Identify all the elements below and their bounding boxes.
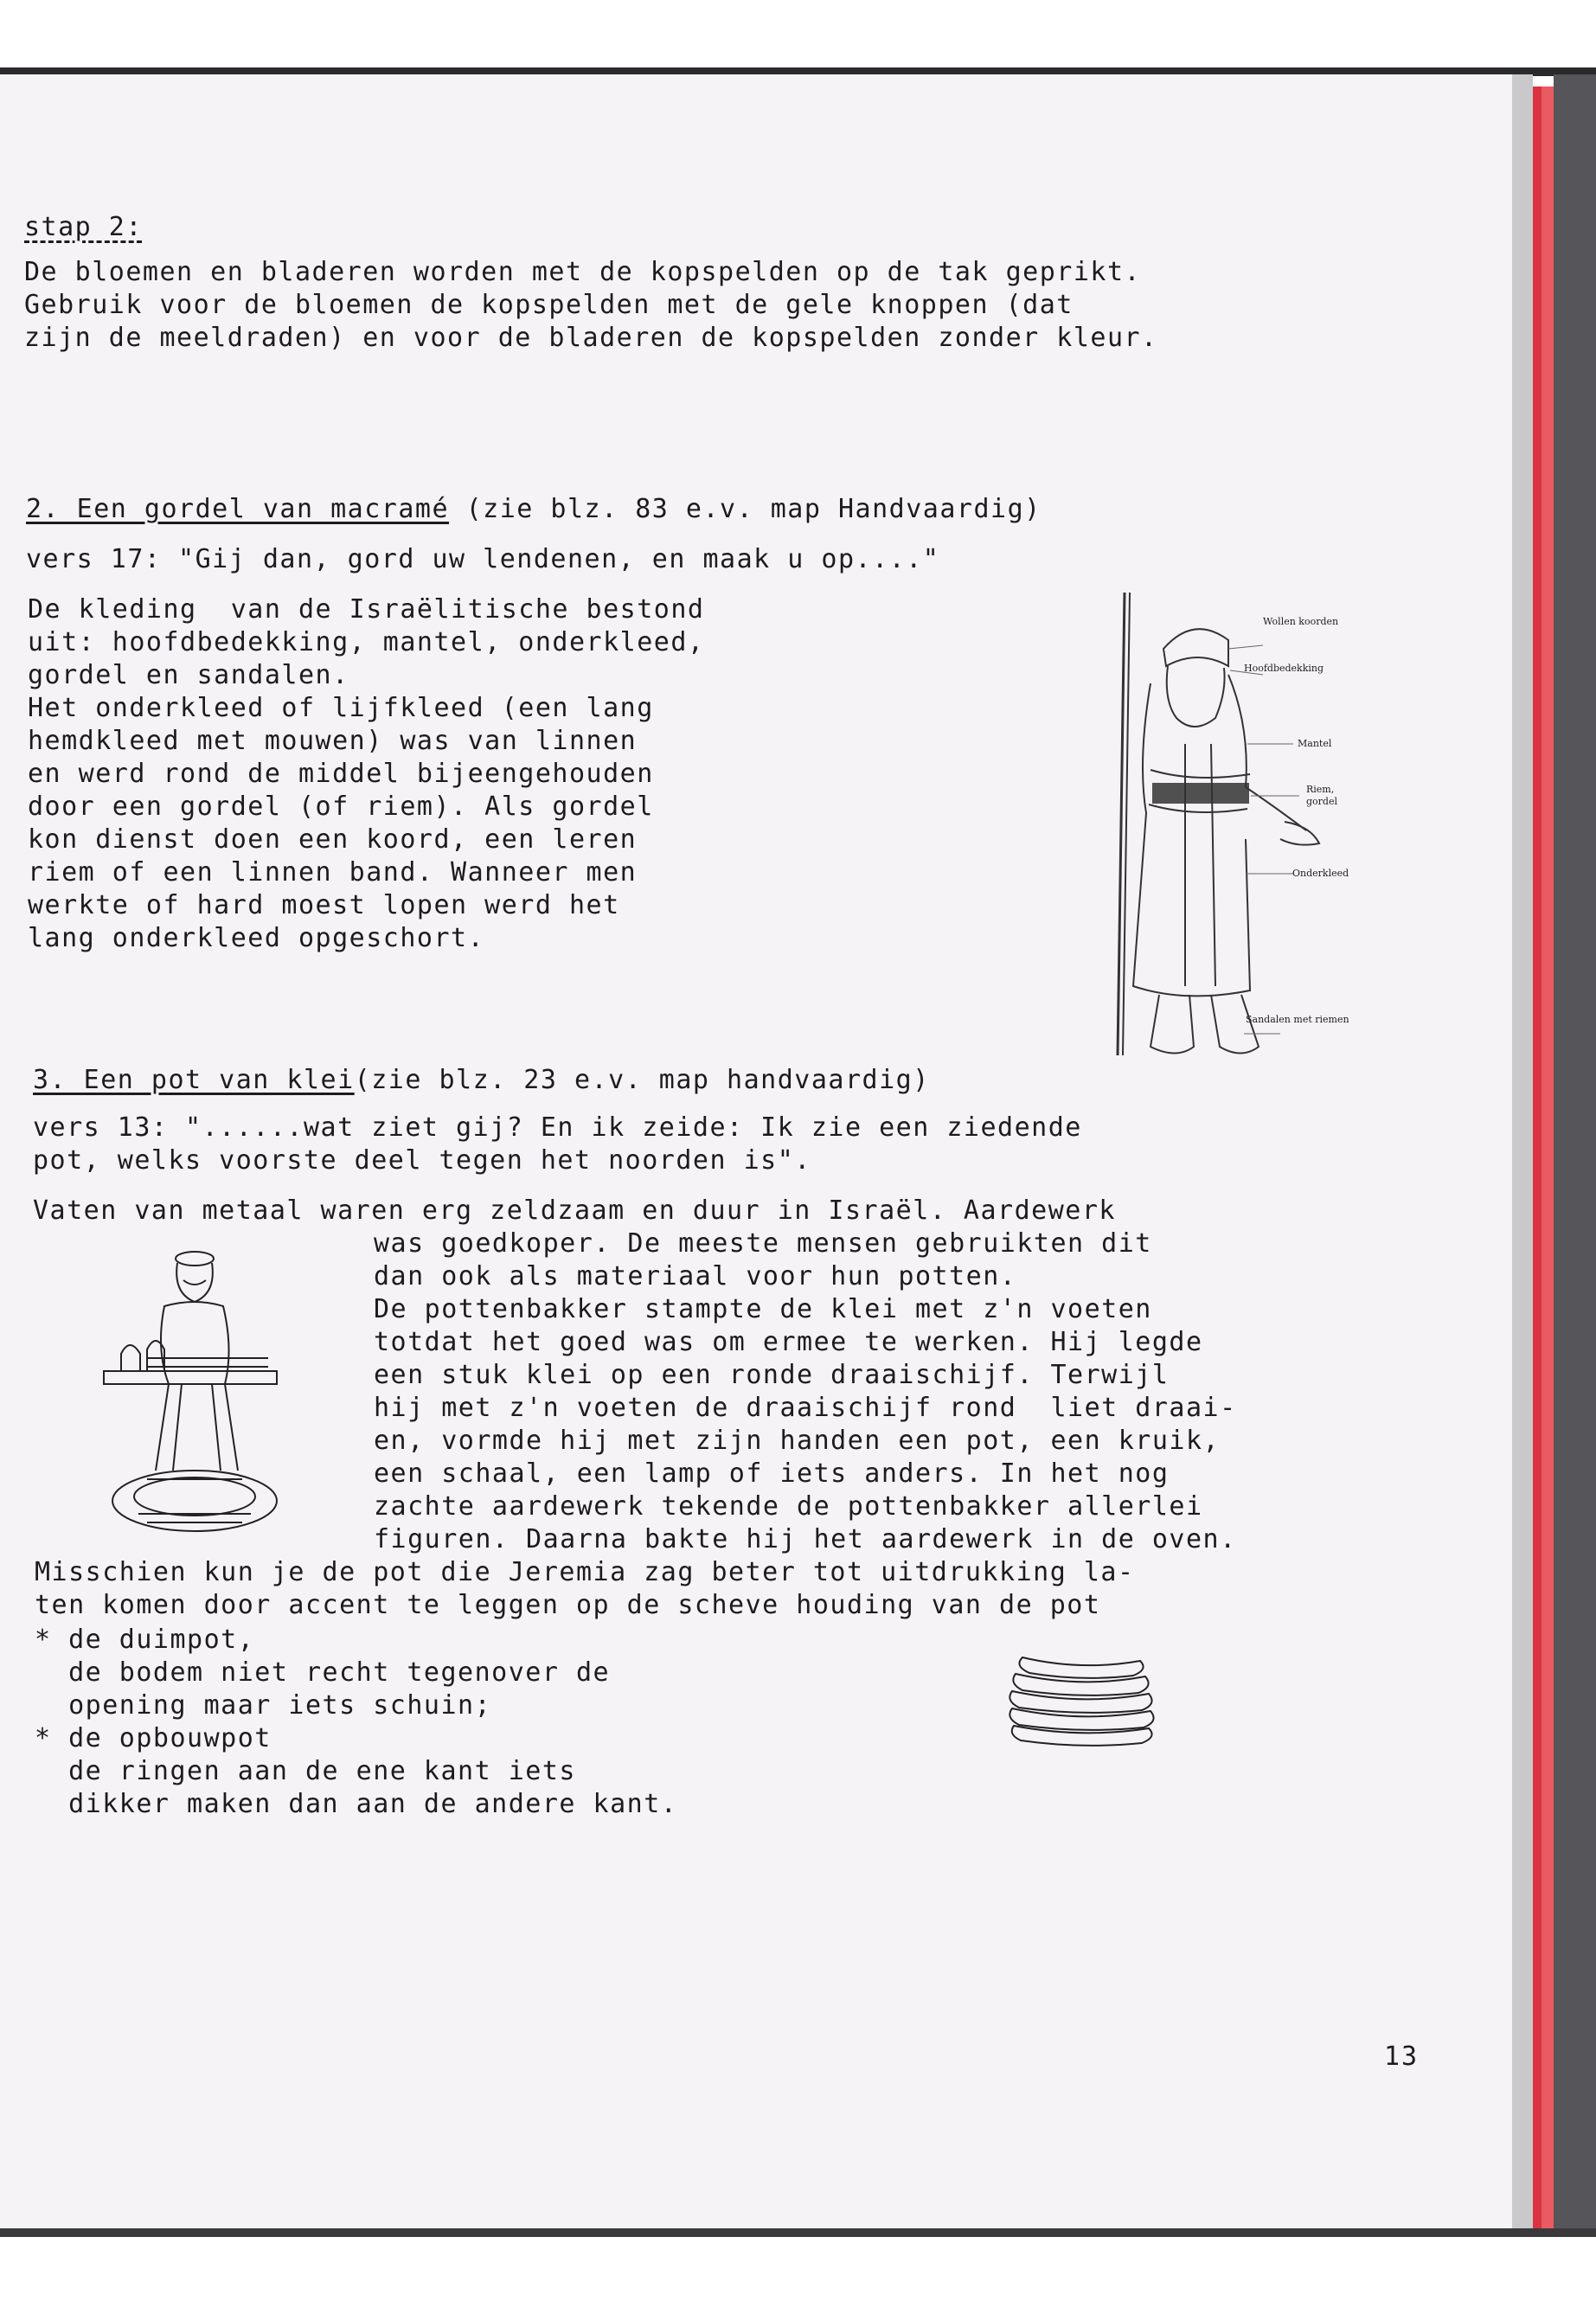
section3-wide-line: Misschien kun je de pot die Jeremia zag beter tot uitdrukking la- <box>35 1557 1135 1587</box>
section3-line: dan ook als materiaal voor hun potten. <box>374 1261 1017 1292</box>
section2-line: kon dienst doen een koord, een leren <box>28 824 638 855</box>
section2-line: hemdkleed met mouwen) was van linnen <box>28 726 638 756</box>
figure-label-head: Hoofdbedekking <box>1244 663 1324 674</box>
step-line: Gebruik voor de bloemen de kopspelden met de gele knoppen (dat <box>24 290 1074 320</box>
israelite-clothing-figure <box>1099 588 1358 1064</box>
step-line: zijn de meeldraden) en voor de bladeren de kopspelden zonder kleur. <box>24 323 1158 353</box>
section3-line: zachte aardewerk tekende de pottenbakker allerlei <box>374 1491 1203 1522</box>
bullet-line: * de opbouwpot <box>35 1723 272 1753</box>
section2-line: lang onderkleed opgeschort. <box>28 923 485 953</box>
figure-label-mantle: Mantel <box>1298 738 1332 749</box>
section3-heading <box>33 1064 930 1097</box>
section2-line: door een gordel (of riem). Als gordel <box>28 792 654 822</box>
section3-title: 3. Een pot van klei <box>33 1065 355 1095</box>
section3-verse-line: vers 13: "......wat ziet gij? En ik zeide: Ik zie een ziedende <box>33 1112 1082 1143</box>
section2-line: uit: hoofdbedekking, mantel, onderkleed, <box>28 627 705 657</box>
section2-line: Het onderkleed of lijfkleed (een lang <box>28 693 654 723</box>
binder-edge-light <box>1542 87 1554 2232</box>
section2-line: De kleding van de Israëlitische bestond <box>28 594 705 625</box>
figure-label-belt: Riem, gordel <box>1306 784 1337 807</box>
page-number: 13 <box>1384 2041 1420 2072</box>
figure-label-under: Onderkleed <box>1292 868 1349 879</box>
binder-edge <box>1533 87 1542 2232</box>
section3-first-line: Vaten van metaal waren erg zeldzaam en duur in Israël. Aardewerk <box>33 1195 1116 1226</box>
section2-verse: vers 17: "Gij dan, gord uw lendenen, en maak u op...." <box>26 544 940 574</box>
section3-verse-line: pot, welks voorste deel tegen het noorden is". <box>33 1145 811 1176</box>
step-line: De bloemen en bladeren worden met de kopspelden op de tak geprikt. <box>24 257 1142 287</box>
bullet-line: * de duimpot, <box>35 1625 255 1655</box>
section3-line: en, vormde hij met zijn handen een pot, een kruik, <box>374 1426 1221 1456</box>
section2-heading <box>26 493 1042 526</box>
section3-line: hij met z'n voeten de draaischijf rond liet draai- <box>374 1393 1237 1423</box>
section3-line: totdat het goed was om ermee te werken. Hij legde <box>374 1327 1203 1357</box>
scan-top-margin <box>0 0 1596 69</box>
section2-line: en werd rond de middel bijeengehouden <box>28 759 654 789</box>
figure-label-sandals: Sandalen met riemen <box>1246 1014 1349 1025</box>
scan-bottom-margin <box>0 2237 1596 2301</box>
section3-line: was goedkoper. De meeste mensen gebruikten dit <box>374 1228 1152 1259</box>
section2-line: werkte of hard moest lopen werd het <box>28 890 620 920</box>
section2-ref: (zie blz. 83 e.v. map Handvaardig) <box>449 494 1042 524</box>
bullet-line: opening maar iets schuin; <box>35 1690 492 1721</box>
bullet-line: dikker maken dan aan de andere kant. <box>35 1789 678 1819</box>
bullet-line: de ringen aan de ene kant iets <box>35 1756 576 1786</box>
section2-title: 2. Een gordel van macramé <box>26 494 450 524</box>
figure-label-wool-cord: Wollen koorden <box>1263 616 1339 627</box>
section3-line: figuren. Daarna bakte hij het aardewerk in de oven. <box>374 1524 1237 1554</box>
section3-line: een stuk klei op een ronde draaischijf. Terwijl <box>374 1360 1170 1390</box>
binder-spine <box>1554 74 1596 2237</box>
bullet-line: de bodem niet recht tegenover de <box>35 1657 611 1688</box>
section2-line: riem of een linnen band. Wanneer men <box>28 857 638 888</box>
potter-illustration <box>87 1246 285 1540</box>
page-edge <box>1512 74 1533 2237</box>
coil-pot-illustration <box>1003 1644 1159 1747</box>
section3-wide-line: ten komen door accent te leggen op de scheve houding van de pot <box>35 1590 1101 1620</box>
section3-ref: (zie blz. 23 e.v. map handvaardig) <box>354 1065 930 1095</box>
step-heading: stap 2: <box>24 212 143 242</box>
section3-line: De pottenbakker stampte de klei met z'n voeten <box>374 1294 1152 1324</box>
section2-line: gordel en sandalen. <box>28 660 349 690</box>
section3-line: een schaal, een lamp of iets anders. In het nog <box>374 1458 1170 1489</box>
